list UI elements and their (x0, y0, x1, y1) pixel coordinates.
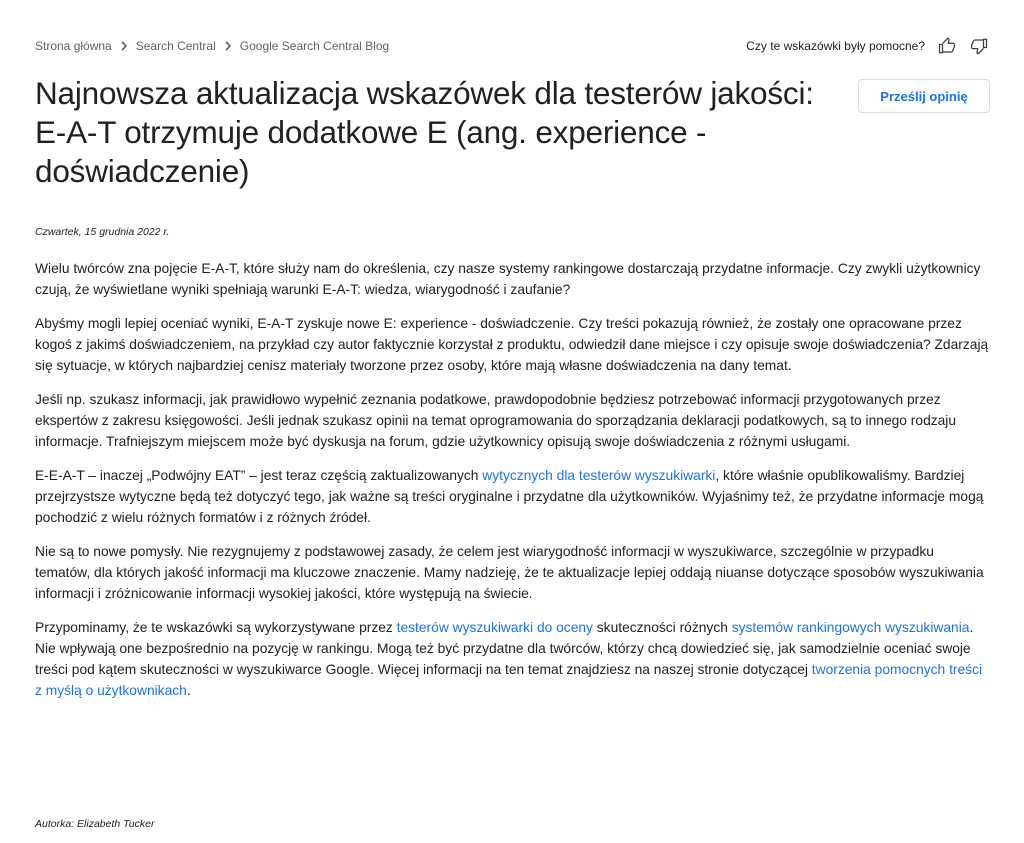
chevron-right-icon (224, 41, 232, 51)
send-feedback-button[interactable]: Prześlij opinię (858, 79, 990, 113)
thumb-down-icon[interactable] (969, 36, 989, 56)
feedback-prompt (746, 36, 989, 56)
paragraph-6 (35, 617, 991, 701)
paragraph-2: Abyśmy mogli lepiej oceniać wyniki, E-A-T zyskuje nowe E: experience - doświadczenie. Czy treści pokazują również, że zostały one opracowane przez kogoś z jakimś doświadczeniem, na przykład czy autor faktycznie korzystał z produktu, odwiedził dane miejsce i czy opisuje swoje doświadczenia? Zdarzają się sytuacje, w których najbardziej cenisz materiały tworzone przez osoby, które mają własne doświadczenia na dany temat. (35, 316, 989, 373)
page-title: Najnowsza aktualizacja wskazówek dla testerów jakości: E-A-T otrzymuje dodatkowe E (ang. experience - doświadczenie) (35, 75, 814, 189)
author-byline: Autorka: Elizabeth Tucker (35, 818, 155, 830)
thumb-up-icon[interactable] (937, 36, 957, 56)
paragraph-6-text-1: Przypominamy, że te wskazówki są wykorzystywane przez (35, 620, 397, 635)
breadcrumb-item-blog[interactable]: Google Search Central Blog (239, 39, 390, 53)
feedback-question: Czy te wskazówki były pomocne? (746, 39, 925, 53)
article-body (35, 258, 991, 714)
link-rater-guidelines[interactable]: wytycznych dla testerów wyszukiwarki (482, 468, 716, 483)
paragraph-6-text-2: skuteczności różnych (592, 620, 732, 635)
link-ranking-systems[interactable]: systemów rankingowych wyszukiwania (731, 620, 970, 635)
paragraph-5: Nie są to nowe pomysły. Nie rezygnujemy z podstawowej zasady, że celem jest wiarygodność informacji w wyszukiwarce, szczególnie w przypadku tematów, dla których jakość informacji ma kluczowe znaczenie. Mamy nadzieję, że te aktualizacje lepiej oddają niuanse dotyczące sposobów wyszukiwania informacji i zróżnicowanie informacji wysokiej jakości, które występują na świecie. (35, 544, 984, 601)
paragraph-1: Wielu twórców zna pojęcie E-A-T, które służy nam do określenia, czy nasze systemy rankingowe dostarczają przydatne informacje. Czy zwykli użytkownicy czują, że wyświetlane wyniki spełniają warunki E-A-T: wiedza, wiarygodność i zaufanie? (35, 261, 981, 297)
paragraph-6-text-4: . (186, 683, 191, 698)
paragraph-6-text-3: . Nie wpływają one bezpośrednio na pozycję w rankingu. Mogą też być przydatne dla twórców, którzy chcą dowiedzieć się, jak samodzielnie oceniać swoje treści pod kątem skuteczności w wyszukiwarce Google. Więcej informacji na ten temat znajdziesz na naszej stronie dotyczącej (35, 620, 974, 677)
publish-date: Czwartek, 15 grudnia 2022 r. (35, 226, 170, 238)
top-bar (35, 36, 989, 56)
paragraph-3: Jeśli np. szukasz informacji, jak prawidłowo wypełnić zeznania podatkowe, prawdopodobnie będziesz potrzebować informacji przygotowanych przez ekspertów z zakresu księgowości. Jeśli jednak szukasz opinii na temat oprogramowania do sporządzania deklaracji podatkowych, są to innego rodzaju informacje. Trafniejszym miejscem może być dyskusja na forum, gdzie użytkownicy opisują swoje doświadczenia z różnymi usługami. (35, 392, 957, 449)
chevron-right-icon (120, 41, 128, 51)
paragraph-4-text-after: , które właśnie opublikowaliśmy. Bardziej przejrzystsze wytyczne będą też dotyczyć tego, jak ważne są treści oryginalne i przydatne dla użytkowników. Wyjaśnimy też, że przydatne informacje mogą pochodzić z wielu różnych formatów i z różnych źródeł. (35, 468, 984, 525)
paragraph-4 (35, 465, 991, 528)
breadcrumb-item-home[interactable]: Strona główna (35, 39, 112, 53)
link-helpful-content[interactable]: tworzenia pomocnych treści z myślą o użytkownikach (35, 662, 983, 698)
link-search-raters[interactable]: testerów wyszukiwarki do oceny (396, 620, 593, 635)
paragraph-4-text-before: E-E-A-T – inaczej „Podwójny EAT” – jest teraz częścią zaktualizowanych (35, 468, 483, 483)
breadcrumb (35, 39, 389, 53)
breadcrumb-item-search-central[interactable]: Search Central (135, 39, 216, 53)
